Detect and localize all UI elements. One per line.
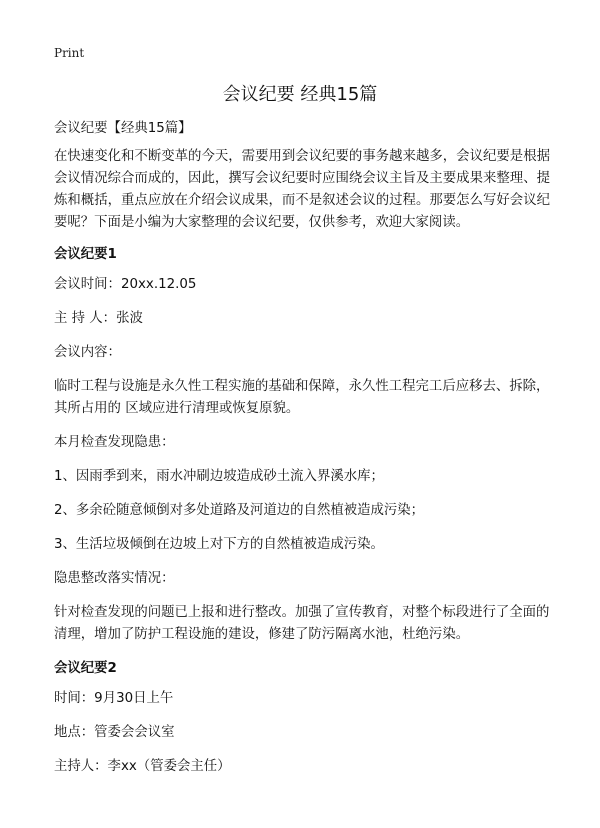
document-subtitle: 会议纪要【经典15篇】 bbox=[54, 121, 192, 136]
meeting2-place: 地点：管委会会议室 bbox=[54, 725, 175, 740]
document-body bbox=[54, 118, 550, 790]
page-title: 会议纪要 经典15篇 bbox=[222, 84, 378, 105]
print-label: Print bbox=[54, 46, 85, 60]
meeting-time: 会议时间：20xx.12.05 bbox=[54, 277, 197, 292]
meeting2-time: 时间：9月30日上午 bbox=[54, 691, 174, 706]
meeting-content-label: 会议内容： bbox=[54, 345, 121, 360]
meeting-content-text: 临时工程与设施是永久性工程实施的基础和保障，永久性工程完工后应移去、拆除，其所占用的 区域应进行清理或恢复原貌。 bbox=[54, 379, 550, 416]
hazard-item-2: 2、多余砼随意倾倒对多处道路及河道边的自然植被造成污染； bbox=[54, 503, 425, 518]
hazard-item-3: 3、生活垃圾倾倒在边坡上对下方的自然植被造成污染。 bbox=[54, 537, 384, 552]
hazards-label: 本月检查发现隐患： bbox=[54, 435, 175, 450]
hazard-item-1: 1、因雨季到来，雨水冲刷边坡造成砂土流入界溪水库； bbox=[54, 469, 384, 484]
section-heading-1: 会议纪要1 bbox=[54, 247, 117, 262]
meeting-host: 主 持 人：张波 bbox=[54, 311, 143, 326]
meeting2-host: 主持人：李xx（管委会主任） bbox=[54, 759, 231, 774]
rectify-text: 针对检查发现的问题已上报和进行整改。加强了宣传教育，对整个标段进行了全面的清理，增加了防护工程设施的建设，修建了防污隔离水池，杜绝污染。 bbox=[54, 605, 550, 642]
section-heading-2: 会议纪要2 bbox=[54, 661, 117, 676]
intro-paragraph: 在快速变化和不断变革的今天，需要用到会议纪要的事务越来越多，会议纪要是根据会议情况综合而成的，因此，撰写会议纪要时应围绕会议主旨及主要成果来整理、提炼和概括，重点应放在介绍会议成果，而不是叙述会议的过程。那要怎么写好会议纪要呢？下面是小编为大家整理的会议纪要，仅供参考，欢迎大家阅读。 bbox=[54, 149, 550, 230]
rectify-label: 隐患整改落实情况： bbox=[54, 571, 175, 586]
